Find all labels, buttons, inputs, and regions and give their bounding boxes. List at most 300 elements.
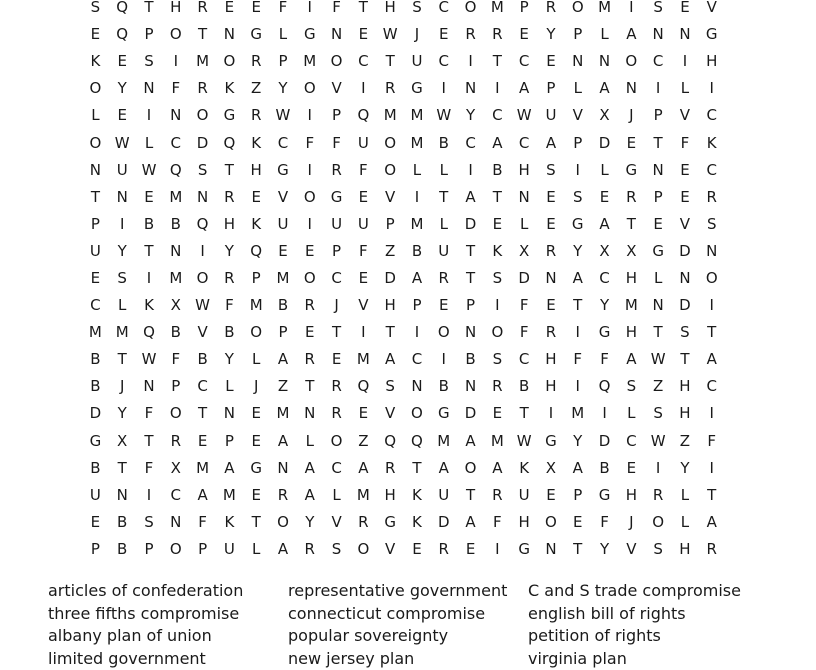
grid-letter: T	[377, 48, 404, 75]
grid-letter: V	[698, 0, 725, 21]
grid-letter: M	[484, 0, 511, 21]
word-item: connecticut compromise	[288, 603, 528, 626]
grid-letter: R	[296, 292, 323, 319]
grid-letter: E	[270, 238, 297, 265]
grid-letter: B	[457, 346, 484, 373]
grid-letter: Y	[591, 536, 618, 563]
grid-letter: C	[511, 130, 538, 157]
grid-letter: Y	[109, 238, 136, 265]
grid-letter: D	[672, 238, 699, 265]
grid-letter: Q	[189, 211, 216, 238]
grid-letter: M	[430, 428, 457, 455]
grid-letter: X	[618, 238, 645, 265]
grid-letter: Q	[109, 21, 136, 48]
grid-letter: G	[591, 482, 618, 509]
grid-letter: T	[216, 157, 243, 184]
grid-letter: E	[484, 211, 511, 238]
grid-letter: B	[189, 346, 216, 373]
grid-letter: Z	[672, 428, 699, 455]
grid-letter: F	[136, 400, 163, 427]
grid-letter: O	[162, 400, 189, 427]
grid-letter: E	[350, 21, 377, 48]
grid-letter: A	[270, 346, 297, 373]
grid-letter: R	[323, 373, 350, 400]
grid-letter: N	[216, 21, 243, 48]
grid-letter: L	[430, 157, 457, 184]
grid-letter: M	[377, 102, 404, 129]
grid-letter: P	[82, 211, 109, 238]
grid-letter: Q	[404, 428, 431, 455]
grid-letter: N	[323, 21, 350, 48]
grid-letter: T	[484, 184, 511, 211]
grid-letter: J	[323, 292, 350, 319]
grid-letter: S	[136, 48, 163, 75]
grid-letter: O	[457, 0, 484, 21]
grid-letter: B	[484, 157, 511, 184]
grid-letter: V	[189, 319, 216, 346]
grid-letter: I	[404, 319, 431, 346]
grid-letter: H	[511, 509, 538, 536]
grid-letter: A	[377, 346, 404, 373]
grid-letter: P	[511, 0, 538, 21]
grid-letter: D	[430, 509, 457, 536]
grid-letter: S	[82, 0, 109, 21]
word-item: popular sovereignty	[288, 625, 528, 648]
grid-letter: P	[136, 21, 163, 48]
grid-letter: N	[136, 75, 163, 102]
grid-letter: Q	[162, 157, 189, 184]
grid-letter: D	[591, 130, 618, 157]
grid-letter: H	[538, 346, 565, 373]
grid-letter: E	[189, 428, 216, 455]
grid-letter: I	[698, 292, 725, 319]
grid-letter: O	[457, 455, 484, 482]
grid-letter: R	[270, 482, 297, 509]
grid-letter: V	[377, 184, 404, 211]
grid-letter: D	[457, 400, 484, 427]
grid-row	[82, 75, 725, 102]
grid-letter: S	[645, 0, 672, 21]
grid-letter: D	[377, 265, 404, 292]
grid-letter: L	[216, 373, 243, 400]
word-item: english bill of rights	[528, 603, 768, 626]
grid-letter: X	[162, 455, 189, 482]
grid-letter: U	[323, 211, 350, 238]
word-list	[48, 580, 768, 670]
grid-letter: L	[564, 75, 591, 102]
grid-letter: H	[672, 400, 699, 427]
grid-letter: P	[82, 536, 109, 563]
grid-letter: E	[538, 482, 565, 509]
grid-letter: C	[457, 130, 484, 157]
grid-letter: W	[645, 346, 672, 373]
grid-letter: T	[672, 346, 699, 373]
grid-letter: T	[430, 184, 457, 211]
grid-letter: R	[296, 346, 323, 373]
grid-letter: N	[538, 536, 565, 563]
grid-letter: L	[645, 265, 672, 292]
grid-letter: H	[618, 482, 645, 509]
grid-letter: I	[484, 292, 511, 319]
grid-letter: T	[323, 319, 350, 346]
grid-letter: I	[645, 455, 672, 482]
grid-letter: E	[430, 292, 457, 319]
grid-letter: Q	[243, 238, 270, 265]
grid-letter: R	[377, 75, 404, 102]
grid-letter: E	[82, 21, 109, 48]
grid-letter: H	[672, 373, 699, 400]
grid-letter: W	[511, 102, 538, 129]
grid-letter: V	[672, 102, 699, 129]
grid-letter: W	[511, 428, 538, 455]
word-item: virginia plan	[528, 648, 768, 670]
grid-letter: N	[564, 48, 591, 75]
grid-letter: E	[538, 211, 565, 238]
grid-letter: A	[484, 455, 511, 482]
grid-letter: H	[511, 157, 538, 184]
grid-letter: A	[591, 211, 618, 238]
word-item: C and S trade compromise	[528, 580, 768, 603]
grid-letter: A	[296, 455, 323, 482]
grid-letter: S	[484, 346, 511, 373]
grid-letter: V	[323, 509, 350, 536]
grid-letter: W	[645, 428, 672, 455]
grid-letter: K	[511, 455, 538, 482]
grid-letter: S	[645, 400, 672, 427]
grid-letter: E	[430, 21, 457, 48]
grid-letter: N	[538, 265, 565, 292]
grid-letter: H	[618, 319, 645, 346]
grid-letter: R	[698, 184, 725, 211]
grid-letter: Y	[109, 75, 136, 102]
grid-letter: H	[698, 48, 725, 75]
grid-letter: T	[645, 130, 672, 157]
grid-letter: L	[404, 157, 431, 184]
grid-row	[82, 346, 725, 373]
grid-letter: E	[538, 48, 565, 75]
grid-letter: M	[189, 48, 216, 75]
grid-row	[82, 509, 725, 536]
grid-letter: E	[484, 400, 511, 427]
grid-letter: F	[672, 130, 699, 157]
grid-letter: T	[404, 455, 431, 482]
grid-row	[82, 373, 725, 400]
grid-letter: T	[109, 346, 136, 373]
grid-letter: W	[136, 346, 163, 373]
grid-letter: O	[162, 21, 189, 48]
grid-letter: A	[564, 455, 591, 482]
grid-letter: E	[645, 211, 672, 238]
grid-letter: P	[243, 265, 270, 292]
grid-letter: L	[109, 292, 136, 319]
grid-letter: K	[136, 292, 163, 319]
grid-letter: O	[645, 509, 672, 536]
grid-letter: V	[350, 292, 377, 319]
grid-letter: O	[698, 265, 725, 292]
grid-letter: O	[296, 75, 323, 102]
word-item: petition of rights	[528, 625, 768, 648]
grid-letter: P	[162, 373, 189, 400]
grid-letter: G	[270, 157, 297, 184]
grid-letter: L	[511, 211, 538, 238]
grid-letter: B	[82, 346, 109, 373]
grid-letter: Y	[216, 346, 243, 373]
grid-letter: T	[564, 536, 591, 563]
grid-letter: W	[136, 157, 163, 184]
grid-letter: H	[216, 211, 243, 238]
grid-letter: C	[698, 373, 725, 400]
grid-letter: M	[350, 482, 377, 509]
grid-letter: B	[430, 373, 457, 400]
grid-letter: O	[377, 157, 404, 184]
grid-letter: P	[564, 130, 591, 157]
grid-row	[82, 536, 725, 563]
grid-letter: I	[457, 157, 484, 184]
grid-letter: S	[484, 265, 511, 292]
grid-letter: A	[457, 184, 484, 211]
grid-letter: W	[430, 102, 457, 129]
word-list-column-1	[48, 580, 288, 670]
grid-letter: A	[189, 482, 216, 509]
grid-letter: L	[136, 130, 163, 157]
grid-letter: P	[645, 102, 672, 129]
grid-letter: D	[189, 130, 216, 157]
grid-letter: P	[538, 75, 565, 102]
grid-letter: K	[404, 482, 431, 509]
grid-letter: R	[538, 0, 565, 21]
grid-letter: M	[162, 265, 189, 292]
grid-letter: M	[404, 102, 431, 129]
grid-letter: Y	[564, 238, 591, 265]
grid-letter: E	[350, 400, 377, 427]
grid-letter: E	[404, 536, 431, 563]
grid-letter: E	[82, 265, 109, 292]
grid-letter: N	[109, 184, 136, 211]
grid-letter: C	[323, 455, 350, 482]
grid-letter: J	[618, 102, 645, 129]
grid-letter: Y	[564, 428, 591, 455]
grid-letter: I	[350, 319, 377, 346]
grid-letter: V	[377, 400, 404, 427]
grid-letter: I	[162, 48, 189, 75]
grid-letter: R	[430, 265, 457, 292]
grid-letter: D	[82, 400, 109, 427]
grid-letter: T	[484, 48, 511, 75]
grid-row	[82, 48, 725, 75]
grid-letter: L	[430, 211, 457, 238]
grid-letter: G	[243, 21, 270, 48]
grid-letter: Z	[350, 428, 377, 455]
grid-letter: E	[296, 238, 323, 265]
grid-letter: B	[109, 509, 136, 536]
grid-letter: U	[82, 238, 109, 265]
grid-letter: L	[591, 21, 618, 48]
grid-letter: S	[618, 373, 645, 400]
grid-letter: N	[82, 157, 109, 184]
grid-letter: I	[564, 373, 591, 400]
grid-letter: R	[538, 238, 565, 265]
grid-letter: C	[162, 130, 189, 157]
grid-letter: I	[564, 157, 591, 184]
grid-letter: T	[618, 211, 645, 238]
grid-letter: N	[270, 455, 297, 482]
grid-letter: S	[404, 0, 431, 21]
grid-letter: I	[296, 211, 323, 238]
grid-letter: N	[162, 509, 189, 536]
grid-letter: L	[618, 400, 645, 427]
grid-letter: B	[82, 455, 109, 482]
grid-letter: N	[189, 184, 216, 211]
grid-letter: I	[645, 75, 672, 102]
grid-letter: L	[591, 157, 618, 184]
grid-letter: R	[243, 48, 270, 75]
grid-letter: C	[698, 157, 725, 184]
grid-letter: F	[296, 130, 323, 157]
grid-letter: F	[350, 157, 377, 184]
grid-letter: A	[698, 346, 725, 373]
grid-letter: U	[430, 482, 457, 509]
grid-row	[82, 400, 725, 427]
grid-letter: N	[672, 21, 699, 48]
grid-letter: I	[404, 184, 431, 211]
grid-letter: E	[618, 130, 645, 157]
grid-letter: P	[645, 184, 672, 211]
grid-letter: E	[538, 184, 565, 211]
grid-letter: I	[484, 536, 511, 563]
grid-letter: I	[350, 75, 377, 102]
grid-letter: O	[430, 319, 457, 346]
grid-letter: R	[430, 536, 457, 563]
grid-letter: A	[350, 455, 377, 482]
grid-letter: O	[564, 0, 591, 21]
grid-letter: G	[430, 400, 457, 427]
grid-letter: H	[377, 0, 404, 21]
grid-row	[82, 184, 725, 211]
grid-letter: P	[457, 292, 484, 319]
grid-letter: I	[618, 0, 645, 21]
grid-letter: A	[538, 130, 565, 157]
grid-letter: N	[404, 373, 431, 400]
grid-row	[82, 129, 725, 156]
grid-letter: Y	[591, 292, 618, 319]
grid-letter: C	[645, 48, 672, 75]
grid-letter: P	[323, 102, 350, 129]
grid-letter: E	[82, 509, 109, 536]
grid-letter: I	[564, 319, 591, 346]
grid-letter: O	[243, 319, 270, 346]
grid-letter: F	[323, 0, 350, 21]
grid-letter: O	[618, 48, 645, 75]
grid-letter: D	[672, 292, 699, 319]
grid-letter: Q	[377, 428, 404, 455]
grid-letter: X	[109, 428, 136, 455]
grid-letter: B	[109, 536, 136, 563]
grid-row	[82, 292, 725, 319]
grid-letter: F	[591, 346, 618, 373]
grid-letter: G	[296, 21, 323, 48]
grid-letter: T	[457, 238, 484, 265]
grid-letter: R	[484, 373, 511, 400]
grid-letter: O	[270, 509, 297, 536]
word-search-grid	[82, 0, 725, 563]
grid-letter: N	[591, 48, 618, 75]
grid-letter: F	[270, 0, 297, 21]
grid-letter: T	[698, 482, 725, 509]
grid-letter: G	[216, 102, 243, 129]
grid-letter: F	[189, 509, 216, 536]
grid-letter: G	[591, 319, 618, 346]
grid-letter: E	[511, 21, 538, 48]
grid-letter: H	[538, 373, 565, 400]
grid-letter: Z	[270, 373, 297, 400]
grid-letter: O	[350, 536, 377, 563]
grid-letter: F	[162, 346, 189, 373]
grid-letter: Z	[377, 238, 404, 265]
grid-letter: N	[457, 319, 484, 346]
grid-letter: N	[136, 373, 163, 400]
grid-letter: S	[136, 509, 163, 536]
grid-letter: N	[296, 400, 323, 427]
grid-letter: P	[189, 536, 216, 563]
grid-letter: H	[377, 482, 404, 509]
grid-letter: T	[109, 455, 136, 482]
grid-letter: F	[216, 292, 243, 319]
grid-letter: O	[296, 184, 323, 211]
word-item: albany plan of union	[48, 625, 288, 648]
grid-letter: K	[698, 130, 725, 157]
grid-letter: G	[564, 211, 591, 238]
grid-letter: R	[484, 21, 511, 48]
grid-row	[82, 157, 725, 184]
grid-letter: I	[430, 346, 457, 373]
grid-letter: Q	[216, 130, 243, 157]
grid-letter: H	[162, 0, 189, 21]
grid-letter: O	[377, 130, 404, 157]
grid-letter: I	[430, 75, 457, 102]
grid-letter: R	[216, 265, 243, 292]
grid-letter: Y	[109, 400, 136, 427]
grid-letter: E	[350, 265, 377, 292]
grid-letter: T	[296, 373, 323, 400]
grid-letter: M	[270, 265, 297, 292]
grid-letter: A	[296, 482, 323, 509]
grid-letter: G	[645, 238, 672, 265]
grid-letter: H	[672, 536, 699, 563]
grid-letter: W	[377, 21, 404, 48]
grid-letter: C	[270, 130, 297, 157]
grid-letter: L	[243, 536, 270, 563]
grid-letter: B	[136, 211, 163, 238]
grid-letter: S	[698, 211, 725, 238]
grid-letter: T	[350, 0, 377, 21]
grid-letter: O	[404, 400, 431, 427]
grid-letter: K	[404, 509, 431, 536]
grid-letter: T	[189, 21, 216, 48]
grid-letter: Z	[645, 373, 672, 400]
grid-letter: J	[109, 373, 136, 400]
grid-letter: E	[109, 48, 136, 75]
grid-letter: A	[457, 509, 484, 536]
grid-letter: X	[538, 455, 565, 482]
grid-letter: L	[296, 428, 323, 455]
grid-letter: D	[511, 265, 538, 292]
grid-letter: B	[430, 130, 457, 157]
grid-letter: P	[216, 428, 243, 455]
grid-letter: Y	[216, 238, 243, 265]
grid-letter: V	[564, 102, 591, 129]
grid-letter: D	[457, 211, 484, 238]
grid-letter: E	[243, 184, 270, 211]
